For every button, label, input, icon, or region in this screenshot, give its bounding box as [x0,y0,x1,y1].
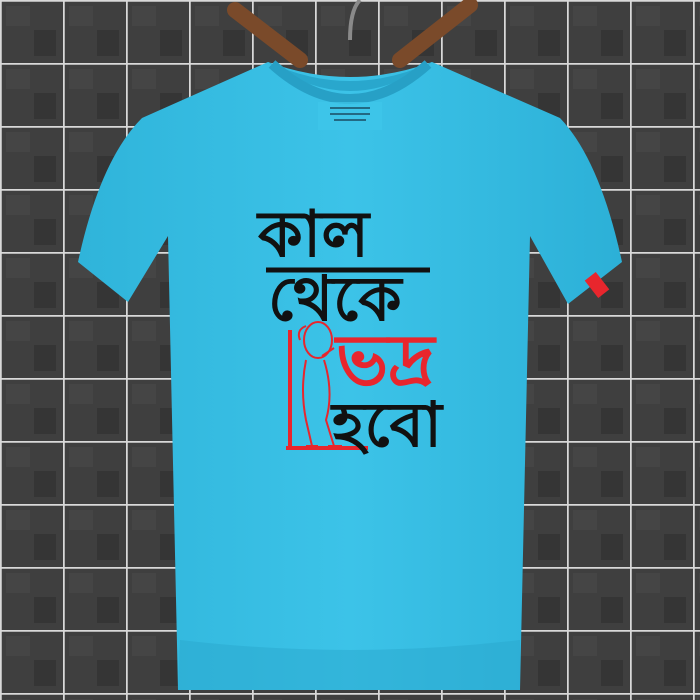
print-line-2: থেকে [268,262,402,335]
print-line-3: ভদ্র [336,319,435,401]
print-line-4: হবো [332,388,442,461]
print-line-1: কাল [258,198,370,272]
neck-label [318,102,382,130]
